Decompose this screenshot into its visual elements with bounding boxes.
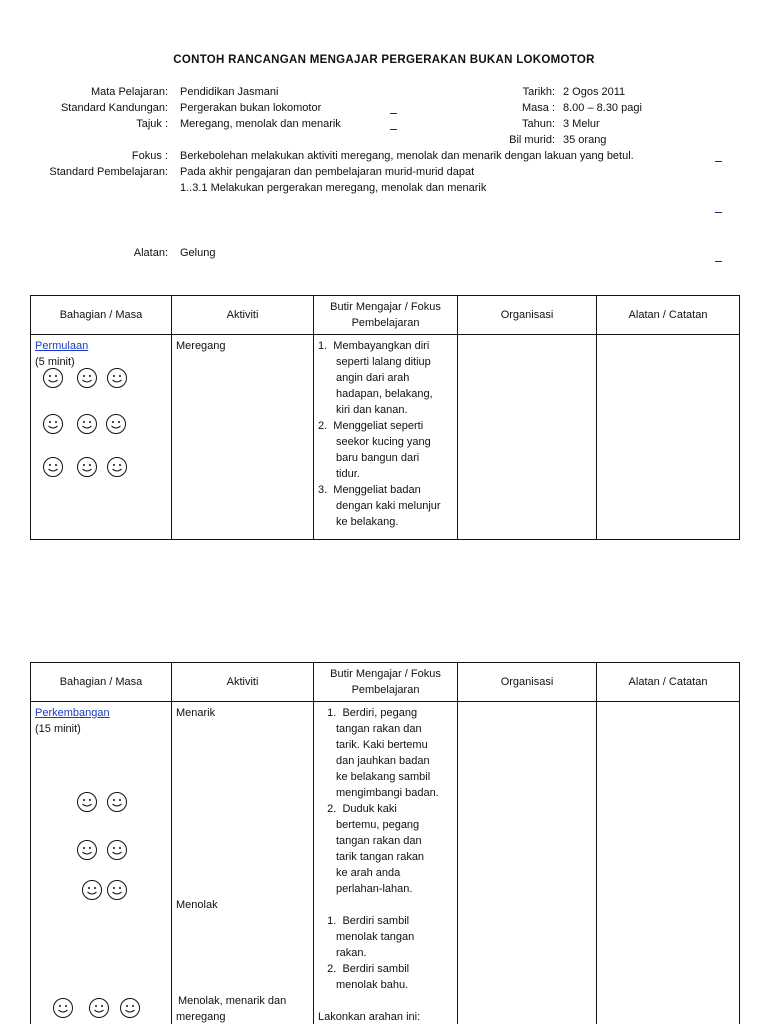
teaching-point-line: dan jauhkan badan <box>336 755 430 767</box>
teaching-point-line: 2. Duduk kaki <box>318 803 397 815</box>
activity-menarik: Menarik <box>176 707 216 719</box>
teaching-point-line: dengan kaki melunjur <box>336 500 441 512</box>
smiley-face-icon <box>106 456 128 481</box>
section-time: (15 minit) <box>35 723 81 735</box>
teaching-point-line: ke arah anda <box>336 867 401 879</box>
header-organisasi: Organisasi <box>458 296 597 335</box>
tahun-label: Tahun: <box>521 118 555 130</box>
teaching-point-line: Lakonkan arahan ini: <box>318 1011 421 1023</box>
teaching-point-line <box>318 993 453 1009</box>
header-aktiviti: Aktiviti <box>172 296 314 335</box>
teaching-point-line: 1. Berdiri sambil <box>318 915 410 927</box>
header-butir: Butir Mengajar / Fokus Pembelajaran <box>314 296 458 335</box>
teaching-point-line: tangan rakan dan <box>336 835 422 847</box>
teaching-point-line: ke belakang. <box>336 516 399 528</box>
smiley-face-icon <box>76 367 98 392</box>
activity-menolak: Menolak <box>176 899 218 911</box>
dash-mark <box>715 161 722 162</box>
header-organisasi: Organisasi <box>458 663 597 702</box>
sk-label: Standard Kandungan: <box>60 102 168 114</box>
header-bahagian: Bahagian / Masa <box>31 663 172 702</box>
lesson-table-permulaan <box>30 295 740 540</box>
smiley-face-icon <box>88 997 110 1022</box>
smiley-face-icon <box>81 879 103 904</box>
mata-label: Mata Pelajaran: <box>90 86 168 98</box>
fokus-value: Berkebolehan melakukan aktiviti meregang, menolak dan menarik dengan lakuan yang betul. <box>180 150 634 162</box>
lesson-table-perkembangan <box>30 662 740 1024</box>
activity: Meregang <box>176 340 226 352</box>
document-title: CONTOH RANCANGAN MENGAJAR PERGERAKAN BUKAN LOKOMOTOR <box>173 54 595 66</box>
header-butir: Butir Mengajar / Fokus Pembelajaran <box>314 663 458 702</box>
activity-combined-2: meregang <box>176 1011 226 1023</box>
smiley-face-icon <box>119 997 141 1022</box>
smiley-face-icon <box>106 879 128 904</box>
teaching-point-line: kiri dan kanan. <box>336 404 408 416</box>
teaching-point-line: 3. Menggeliat badan <box>318 484 421 496</box>
smiley-face-icon <box>42 456 64 481</box>
teaching-points <box>314 702 458 1024</box>
activity-combined-1: Menolak, menarik dan <box>178 995 287 1007</box>
sp-line-2: 1..3.1 Melakukan pergerakan meregang, menolak dan menarik <box>180 182 487 194</box>
smiley-face-icon <box>42 413 64 438</box>
smiley-face-icon <box>106 367 128 392</box>
smiley-face-icon <box>106 839 128 864</box>
bil-label: Bil murid: <box>509 134 555 146</box>
teaching-point-line: perlahan-lahan. <box>336 883 413 895</box>
smiley-face-icon <box>76 456 98 481</box>
teaching-point-line: 2. Menggeliat seperti <box>318 420 424 432</box>
section-link-perkembangan[interactable]: Perkembangan <box>35 707 110 719</box>
header-bahagian: Bahagian / Masa <box>31 296 172 335</box>
alatan-cell <box>597 702 740 1024</box>
header-alatan: Alatan / Catatan <box>597 663 740 702</box>
masa-label: Masa : <box>521 102 555 114</box>
smiley-face-icon <box>42 367 64 392</box>
fokus-label: Fokus : <box>131 150 168 162</box>
organisasi-cell <box>458 702 597 1024</box>
teaching-point-line: 1. Membayangkan diri <box>318 340 430 352</box>
tarikh-label: Tarikh: <box>522 86 555 98</box>
dash-mark <box>390 113 397 114</box>
dash-mark <box>715 212 722 213</box>
tahun-value: 3 Melur <box>563 118 600 130</box>
smiley-face-icon <box>106 791 128 816</box>
smiley-face-icon <box>76 839 98 864</box>
teaching-point-line: tarik tangan rakan <box>336 851 425 863</box>
teaching-point-line: menolak tangan <box>336 931 415 943</box>
teaching-point-line: baru bangun dari <box>336 452 420 464</box>
sp-line-1: Pada akhir pengajaran dan pembelajaran murid-murid dapat <box>180 166 475 178</box>
header-aktiviti: Aktiviti <box>172 663 314 702</box>
sp-label: Standard Pembelajaran: <box>49 166 168 178</box>
tajuk-value: Meregang, menolak dan menarik <box>180 118 341 130</box>
smiley-face-icon <box>76 791 98 816</box>
tajuk-label: Tajuk : <box>136 118 168 130</box>
teaching-point-line: tarik. Kaki bertemu <box>336 739 428 751</box>
dash-mark <box>715 261 722 262</box>
teaching-point-line <box>318 897 453 913</box>
organisasi-cell <box>458 335 597 540</box>
teaching-point-line: seperti lalang ditiup <box>336 356 431 368</box>
table-row <box>31 335 740 540</box>
teaching-points <box>314 335 458 540</box>
teaching-point-line: mengimbangi badan. <box>336 787 439 799</box>
section-time: (5 minit) <box>35 356 75 368</box>
header-alatan: Alatan / Catatan <box>597 296 740 335</box>
bil-value: 35 orang <box>563 134 607 146</box>
sk-value: Pergerakan bukan lokomotor <box>180 102 322 114</box>
mata-value: Pendidikan Jasmani <box>180 86 279 98</box>
teaching-point-line: tangan rakan dan <box>336 723 422 735</box>
teaching-point-line: ke belakang sambil <box>336 771 431 783</box>
table-header-row <box>31 296 740 335</box>
table-row <box>31 702 740 1024</box>
teaching-point-line: hadapan, belakang, <box>336 388 433 400</box>
teaching-point-line: 1. Berdiri, pegang <box>318 707 418 719</box>
teaching-point-line: menolak bahu. <box>336 979 409 991</box>
dash-mark <box>390 129 397 130</box>
masa-value: 8.00 – 8.30 pagi <box>563 102 642 114</box>
teaching-point-line: bertemu, pegang <box>336 819 420 831</box>
alatan-cell <box>597 335 740 540</box>
smiley-face-icon <box>52 997 74 1022</box>
smiley-face-icon <box>76 413 98 438</box>
table-header-row <box>31 663 740 702</box>
teaching-point-line: tidur. <box>336 468 360 480</box>
teaching-point-line: angin dari arah <box>336 372 410 384</box>
teaching-point-line: rakan. <box>336 947 367 959</box>
section-link-permulaan[interactable]: Permulaan <box>35 340 89 352</box>
alatan-value: Gelung <box>180 247 216 259</box>
alatan-label: Alatan: <box>133 247 168 259</box>
smiley-face-icon <box>105 413 127 438</box>
tarikh-value: 2 Ogos 2011 <box>563 86 626 98</box>
teaching-point-line: 2. Berdiri sambil <box>318 963 410 975</box>
teaching-point-line: seekor kucing yang <box>336 436 431 448</box>
